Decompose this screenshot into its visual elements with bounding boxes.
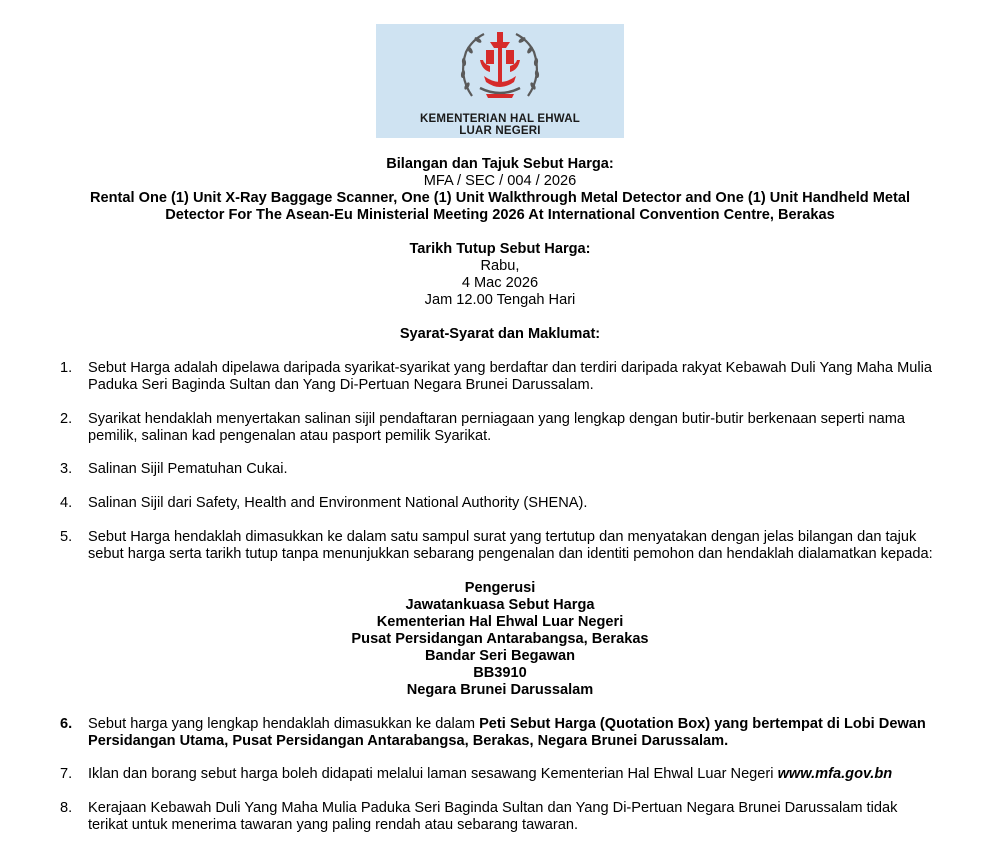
- term-text-line2: Paduka Seri Baginda Sultan dan Yang Di-Pertuan Negara Brunei Darussalam.: [88, 377, 594, 393]
- term-number: 6.: [60, 716, 73, 732]
- term-text-line1: Syarikat hendaklah menyertakan salinan sijil pendaftaran perniagaan yang lengkap dengan butir-butir berkenaan seperti nama: [88, 411, 905, 427]
- term-number: 3.: [60, 461, 73, 477]
- term-number: 2.: [60, 411, 73, 427]
- address-line-3: Kementerian Hal Ehwal Luar Negeri: [376, 614, 624, 630]
- quotation-title-label: Bilangan dan Tajuk Sebut Harga:: [386, 156, 614, 172]
- term-text-line1: Salinan Sijil dari Safety, Health and Environment National Authority (SHENA).: [88, 495, 588, 511]
- quotation-reference: MFA / SEC / 004 / 2026: [423, 173, 577, 189]
- address-line-4: Pusat Persidangan Antarabangsa, Berakas: [351, 631, 649, 647]
- quotation-subject-line2: Detector For The Asean-Eu Ministerial Meeting 2026 At International Convention Centre, Berakas: [165, 207, 835, 223]
- term-number: 4.: [60, 495, 73, 511]
- term-number: 5.: [60, 529, 73, 545]
- term-text-line1: Kerajaan Kebawah Duli Yang Maha Mulia Paduka Seri Baginda Sultan dan Yang Di-Pertuan Negara Brunei Darussalam tidak: [88, 800, 898, 816]
- website-link[interactable]: www.mfa.gov.bn: [777, 766, 893, 782]
- quotation-subject-line1: Rental One (1) Unit X-Ray Baggage Scanner, One (1) Unit Walkthrough Metal Detector and One (1) Unit Handheld Metal: [89, 190, 911, 206]
- term-number: 8.: [60, 800, 73, 816]
- term-text-line1: Sebut Harga hendaklah dimasukkan ke dalam satu sampul surat yang tertutup dan menyatakan dengan jelas bilangan dan tajuk: [88, 529, 917, 545]
- address-line-6: BB3910: [473, 665, 527, 681]
- address-line-5: Bandar Seri Begawan: [424, 648, 576, 664]
- term-text-bold: Peti Sebut Harga (Quotation Box) yang bertempat di Lobi Dewan: [479, 716, 926, 732]
- address-line-7: Negara Brunei Darussalam: [406, 682, 594, 698]
- logo-text-line1: KEMENTERIAN HAL EHWAL: [420, 113, 580, 125]
- term-text-line2: terikat untuk menerima tawaran yang paling rendah atau sebarang tawaran.: [88, 817, 579, 833]
- term-text-line1: Sebut Harga adalah dipelawa daripada syarikat-syarikat yang berdaftar dan terdiri daripada rakyat Kebawah Duli Yang Maha Mulia: [88, 360, 932, 376]
- closing-date: 4 Mac 2026: [461, 275, 539, 291]
- terms-heading: Syarat-Syarat dan Maklumat:: [399, 326, 601, 342]
- term-text-line2: pemilik, salinan kad pengenalan atau pasport pemilik Syarikat.: [88, 428, 492, 444]
- brunei-crest-icon: [450, 26, 550, 110]
- term-number: 1.: [60, 360, 73, 376]
- term-text-line1: [88, 716, 940, 733]
- term-text-line1: Salinan Sijil Pematuhan Cukai.: [88, 461, 288, 477]
- closing-date-label: Tarikh Tutup Sebut Harga:: [409, 241, 591, 257]
- term-text-line2: sebut harga serta tarikh tutup tanpa menunjukkan sebarang pengenalan dan identiti pemohon dan hendaklah dialamatkan kepada:: [88, 546, 933, 562]
- address-line-2: Jawatankuasa Sebut Harga: [405, 597, 595, 613]
- logo-text-line2: LUAR NEGERI: [459, 125, 541, 137]
- term-text-line2: Persidangan Utama, Pusat Persidangan Antarabangsa, Berakas, Negara Brunei Darussalam.: [88, 733, 729, 749]
- ministry-logo: [376, 24, 624, 138]
- term-text-plain: Iklan dan borang sebut harga boleh didapati melalui laman sesawang Kementerian Hal Ehwal Luar Negeri: [88, 766, 778, 782]
- term-text-plain: Sebut harga yang lengkap hendaklah dimasukkan ke dalam: [88, 716, 480, 732]
- closing-day: Rabu,: [480, 258, 520, 274]
- address-line-1: Pengerusi: [464, 580, 536, 596]
- term-text-line1: [88, 766, 940, 783]
- term-number: 7.: [60, 766, 73, 782]
- closing-time: Jam 12.00 Tengah Hari: [424, 292, 576, 308]
